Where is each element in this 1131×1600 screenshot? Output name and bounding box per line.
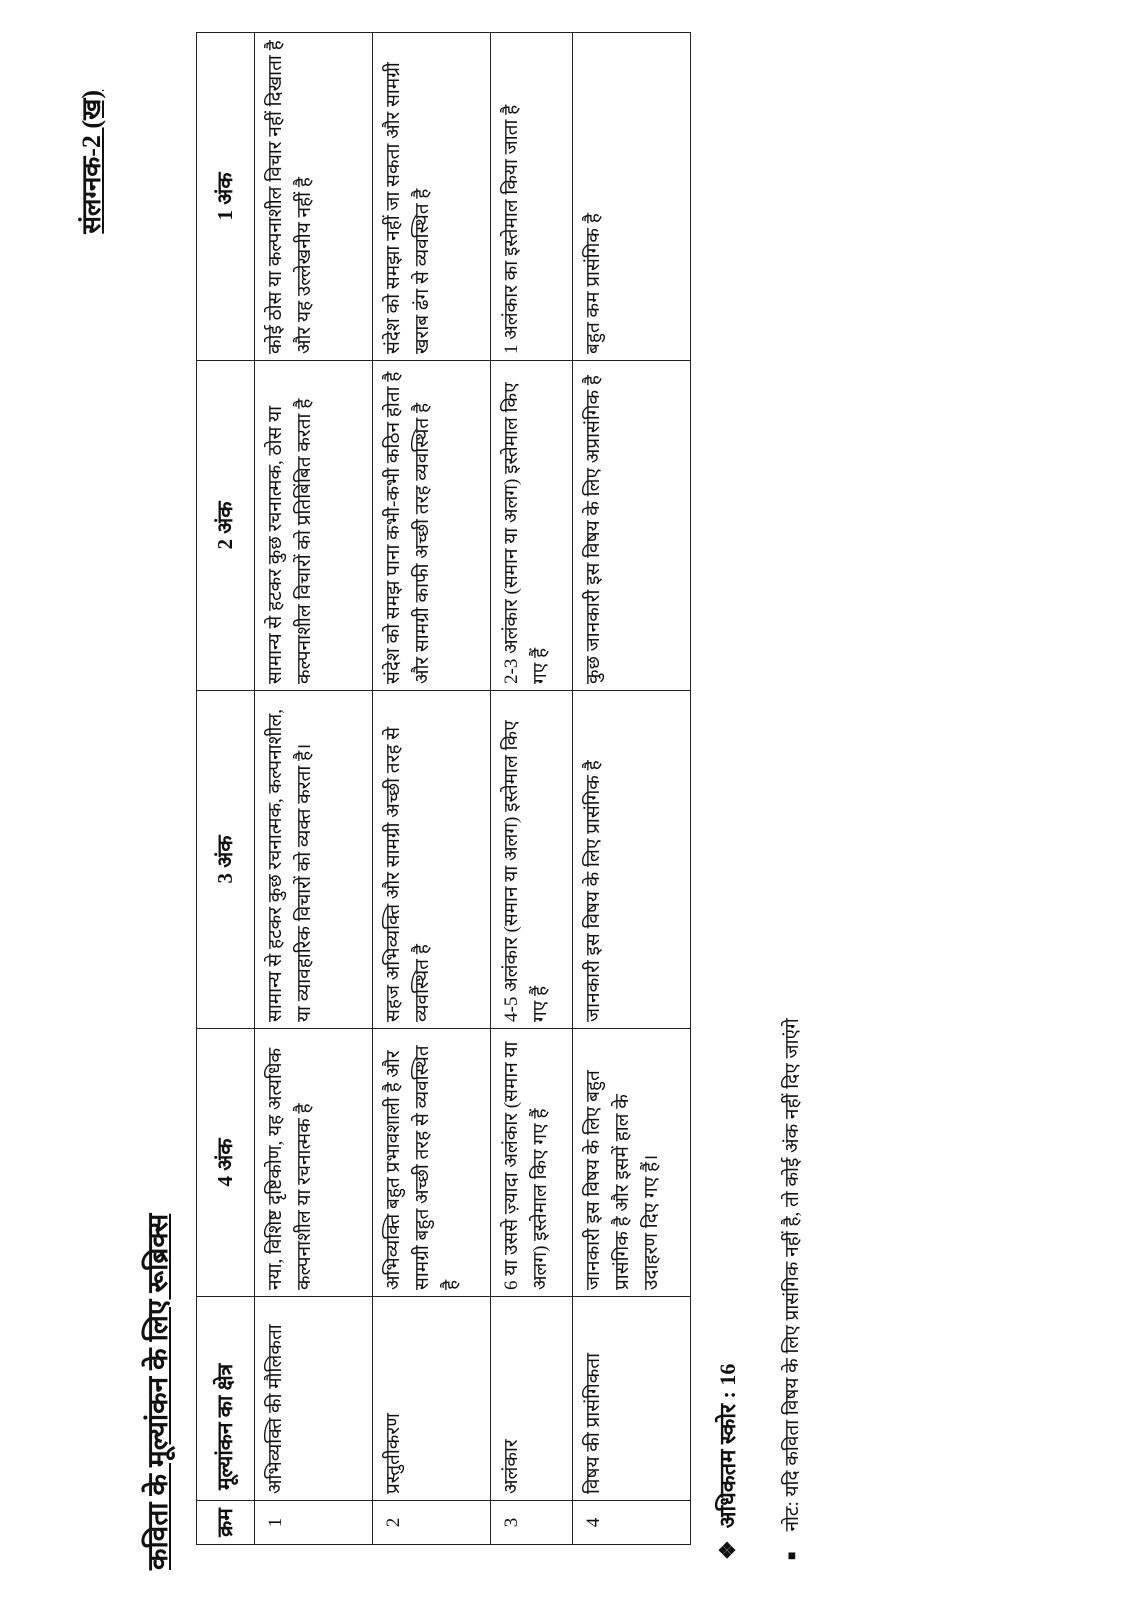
table-row: [572, 33, 690, 1545]
header-1-mark: 1 अंक: [197, 33, 255, 361]
max-score-text: अधिकतम स्कोर : 16: [715, 1363, 740, 1529]
cell-4-marks: जानकारी इस विषय के लिए बहुत प्रासंगिक है और इसमें हाल के उदाहरण दिए गए हैं।: [572, 1029, 690, 1297]
cell-3-marks: जानकारी इस विषय के लिए प्रासंगिक है: [572, 691, 690, 1029]
cell-2-marks: कुछ जानकारी इस विषय के लिए अप्रासंगिक है: [572, 361, 690, 691]
rubric-table: [196, 32, 691, 1545]
table-row: [490, 33, 572, 1545]
cell-4-marks: 6 या उससे ज़्यादा अलंकार (समान या अलग) इस्तेमाल किए गए हैं: [490, 1029, 572, 1297]
note-line: [778, 1018, 804, 1560]
cell-1-mark: कोई ठोस या कल्पनाशील विचार नहीं दिखाता है और यह उल्लेखनीय नहीं है: [254, 33, 372, 361]
cell-2-marks: 2-3 अलंकार (समान या अलग) इस्तेमाल किए गए हैं: [490, 361, 572, 691]
diamond-bullet-icon: ❖: [715, 1540, 740, 1560]
row-number: 1: [254, 1501, 372, 1545]
row-number: 3: [490, 1501, 572, 1545]
row-area: प्रस्तुतीकरण: [372, 1297, 490, 1501]
cell-1-mark: संदेश को समझा नहीं जा सकता और सामग्री खराब ढंग से व्यवस्थित है: [372, 33, 490, 361]
header-4-marks: 4 अंक: [197, 1029, 255, 1297]
cell-3-marks: 4-5 अलंकार (समान या अलग) इस्तेमाल किए गए हैं: [490, 691, 572, 1029]
cell-1-mark: बहुत कम प्रासंगिक है: [572, 33, 690, 361]
header-area: मूल्यांकन का क्षेत्र: [197, 1297, 255, 1501]
table-row: [372, 33, 490, 1545]
header-3-marks: 3 अंक: [197, 691, 255, 1029]
header-row: [197, 33, 255, 1545]
cell-1-mark: 1 अलंकार का इस्तेमाल किया जाता है: [490, 33, 572, 361]
header-2-marks: 2 अंक: [197, 361, 255, 691]
cell-4-marks: नया, विशिष्ट दृष्टिकोण, यह अत्यधिक कल्पनाशील या रचनात्मक है: [254, 1029, 372, 1297]
cell-3-marks: सामान्य से हटकर कुछ रचनात्मक, कल्पनाशील, या व्यावहारिक विचारों को व्यक्त करता है।: [254, 691, 372, 1029]
row-area: अभिव्यक्ति की मौलिकता: [254, 1297, 372, 1501]
cell-3-marks: सहज अभिव्यक्ति और सामग्री अच्छी तरह से व्यवस्थित है: [372, 691, 490, 1029]
row-number: 2: [372, 1501, 490, 1545]
rubric-title: कविता के मूल्यांकन के लिए रूब्रिक्स: [143, 1213, 174, 1570]
table-row: [254, 33, 372, 1545]
row-area: अलंकार: [490, 1297, 572, 1501]
annex-label: संलग्नक-2 (ख): [77, 90, 106, 234]
header-serial: क्रम: [197, 1501, 255, 1545]
square-bullet-icon: ■: [785, 1551, 800, 1560]
note-text: नोट: यदि कविता विषय के लिए प्रासंगिक नहीं है, तो कोई अंक नहीं दिए जाएंगे: [782, 1018, 803, 1532]
cell-4-marks: अभिव्यक्ति बहुत प्रभावशाली है और सामग्री बहुत अच्छी तरह से व्यवस्थित है: [372, 1029, 490, 1297]
cell-2-marks: सामान्य से हटकर कुछ रचनात्मक, ठोस या कल्पनाशील विचारों को प्रतिबिंबित करता है: [254, 361, 372, 691]
max-score-line: [712, 1364, 742, 1560]
cell-2-marks: संदेश को समझ पाना कभी-कभी कठिन होता है और सामग्री काफी अच्छी तरह व्यवस्थित है: [372, 361, 490, 691]
row-number: 4: [572, 1501, 690, 1545]
row-area: विषय की प्रासंगिकता: [572, 1297, 690, 1501]
